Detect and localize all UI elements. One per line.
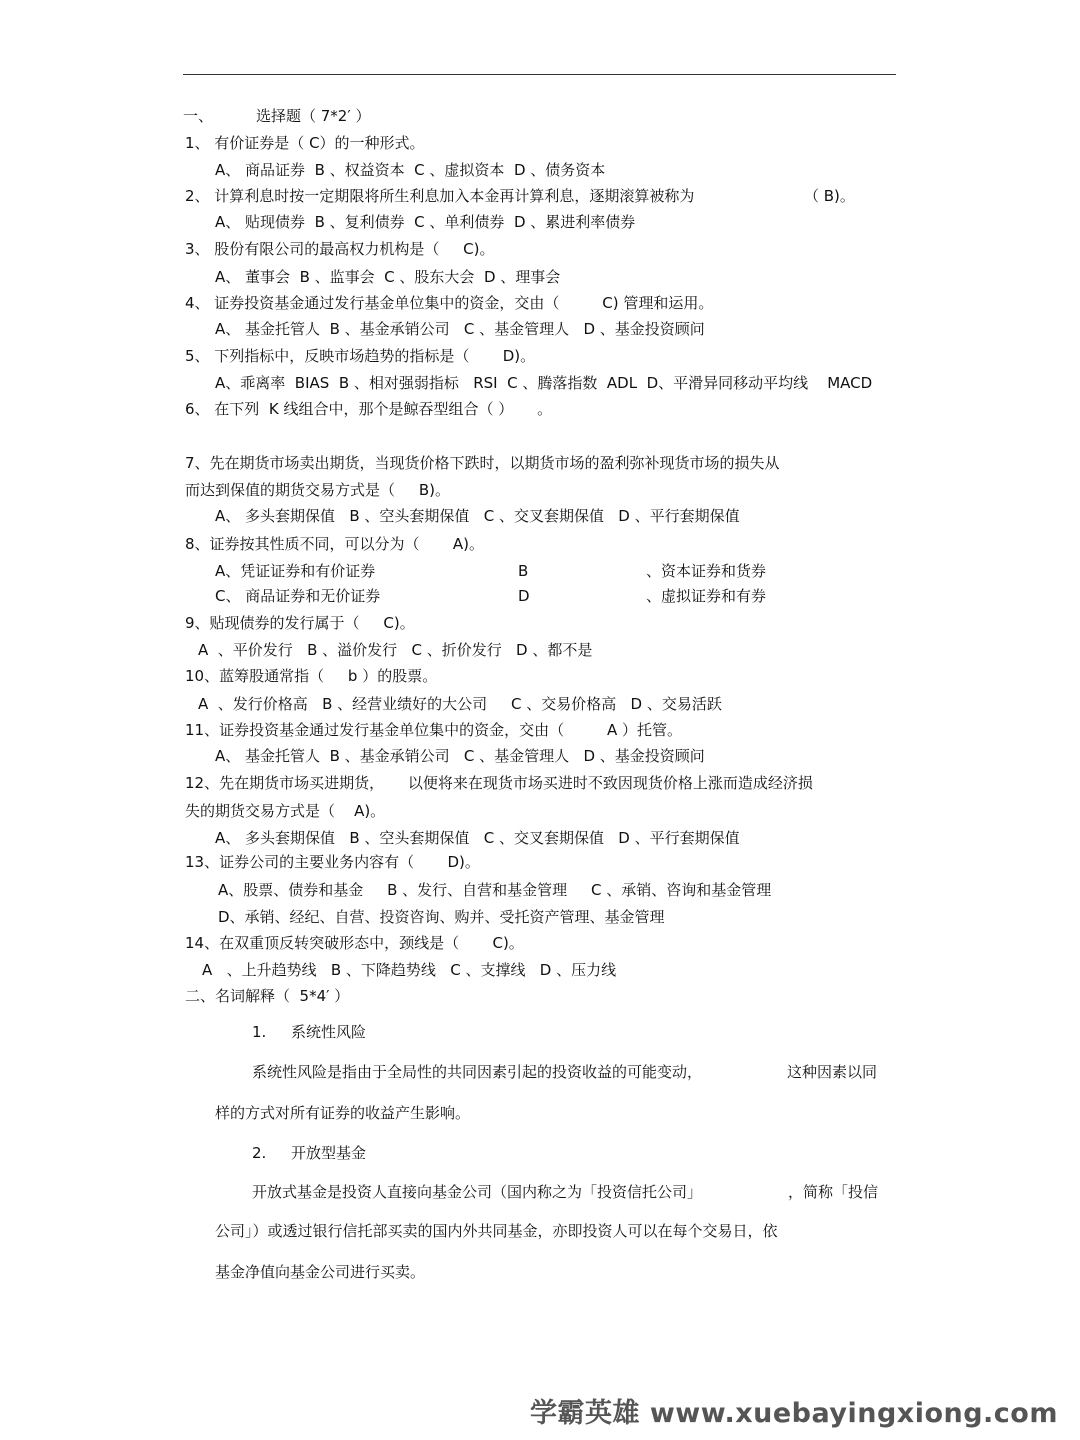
q14-options: A 、上升趋势线 B 、下降趋势线 C 、支撑线 D 、压力线 [202, 961, 617, 979]
term1-title: 系统性风险 [291, 1023, 367, 1041]
q5-stem: 5、 下列指标中，反映市场趋势的指标是（ D)。 [185, 347, 536, 365]
q10-stem: 10、蓝筹股通常指（ b ）的股票。 [185, 667, 438, 685]
q9-stem: 9、贴现债券的发行属于（ C)。 [185, 614, 415, 632]
q4-stem: 4、 证券投资基金通过发行基金单位集中的资金，交由（ C) 管理和运用。 [185, 294, 714, 312]
header-rule [183, 74, 896, 75]
q9-options: A 、平价发行 B 、溢价发行 C 、折价发行 D 、都不是 [198, 641, 593, 659]
q3-stem: 3、 股份有限公司的最高权力机构是（ C)。 [185, 240, 495, 258]
q1-stem: 1、 有价证券是（ C）的一种形式。 [185, 134, 425, 152]
q4-options: A、 基金托管人 B 、基金承销公司 C 、基金管理人 D 、基金投资顾问 [215, 320, 705, 338]
q7-options: A、 多头套期保值 B 、空头套期保值 C 、交叉套期保值 D 、平行套期保值 [215, 507, 740, 525]
section1-title: 选择题（ 7*2′ ） [256, 107, 371, 125]
term1-definition-line1b: 这种因素以同 [787, 1063, 878, 1081]
q12-options: A、 多头套期保值 B 、空头套期保值 C 、交叉套期保值 D 、平行套期保值 [215, 829, 740, 847]
q2-stem: 2、 计算利息时按一定期限将所生利息加入本金再计算利息，逐期滚算被称为 [185, 187, 695, 205]
term2-definition-line3: 基金净值向基金公司进行买卖。 [215, 1263, 426, 1281]
section2-title: 二、名词解释（ 5*4′ ） [185, 987, 350, 1005]
term2-definition-line1b: ，简称「投信 [788, 1183, 879, 1201]
site-watermark: 学霸英雄 www.xuebayingxiong.com [529, 1398, 1058, 1429]
term1-definition-line1a: 系统性风险是指由于全局性的共同因素引起的投资收益的可能变动， [252, 1063, 703, 1081]
term2-number: 2. [252, 1144, 267, 1162]
term2-title: 开放型基金 [291, 1144, 367, 1162]
q8-option-d-letter: D [518, 587, 530, 605]
q8-stem: 8、证券按其性质不同，可以分为（ A)。 [185, 535, 485, 553]
term1-number: 1. [252, 1023, 267, 1041]
q2-options: A、 贴现债券 B 、复利债券 C 、单利债券 D 、累进利率债券 [215, 213, 636, 231]
q5-options: A、乖离率 BIAS B 、相对强弱指标 RSI C 、腾落指数 ADL D、平滑异同移动平均线 MACD [215, 374, 873, 392]
q13-stem: 13、证券公司的主要业务内容有（ D)。 [185, 853, 480, 871]
q13-options-line1: A、股票、债券和基金 B 、发行、自营和基金管理 C 、承销、咨询和基金管理 [218, 881, 772, 899]
q2-answer: （ B)。 [804, 187, 855, 205]
term2-definition-line1a: 开放式基金是投资人直接向基金公司（国内称之为「投资信托公司」 [252, 1183, 703, 1201]
q11-stem: 11、证券投资基金通过发行基金单位集中的资金，交由（ A ）托管。 [185, 721, 683, 739]
term2-definition-line2: 公司」）或透过银行信托部买卖的国内外共同基金，亦即投资人可以在每个交易日，依 [215, 1222, 778, 1240]
q3-options: A、 董事会 B 、监事会 C 、股东大会 D 、理事会 [215, 268, 561, 286]
q12-stem-line1: 12、先在期货市场买进期货， 以便将来在现货市场买进时不致因现货价格上涨而造成经济损 [185, 774, 813, 792]
q13-options-line2: D、承销、经纪、自营、投资咨询、购并、受托资产管理、基金管理 [218, 908, 665, 926]
q11-options: A、 基金托管人 B 、基金承销公司 C 、基金管理人 D 、基金投资顾问 [215, 747, 705, 765]
q8-option-b-letter: B [518, 562, 529, 580]
q14-stem: 14、在双重顶反转突破形态中，颈线是（ C)。 [185, 934, 524, 952]
q7-stem-line2: 而达到保值的期货交易方式是（ B)。 [185, 481, 450, 499]
q12-stem-line2: 失的期货交易方式是（ A)。 [185, 802, 386, 820]
q1-options: A、 商品证券 B 、权益资本 C 、虚拟资本 D 、债务资本 [215, 161, 606, 179]
q8-option-d-text: 、虚拟证券和有券 [646, 587, 767, 605]
term1-definition-line2: 样的方式对所有证券的收益产生影响。 [215, 1104, 471, 1122]
q6-stem: 6、 在下列 K 线组合中，那个是鲸吞型组合（ ） 。 [185, 400, 553, 418]
q8-option-b-text: 、资本证券和货券 [646, 562, 767, 580]
q7-stem-line1: 7、先在期货市场卖出期货，当现货价格下跌时，以期货市场的盈利弥补现货市场的损失从 [185, 454, 780, 472]
q8-option-a: A、凭证证券和有价证券 [215, 562, 376, 580]
q10-options: A 、发行价格高 B 、经营业绩好的大公司 C 、交易价格高 D 、交易活跃 [198, 695, 722, 713]
q8-option-c: C、 商品证券和无价证券 [215, 587, 381, 605]
section1-heading: 一、 [183, 107, 214, 125]
